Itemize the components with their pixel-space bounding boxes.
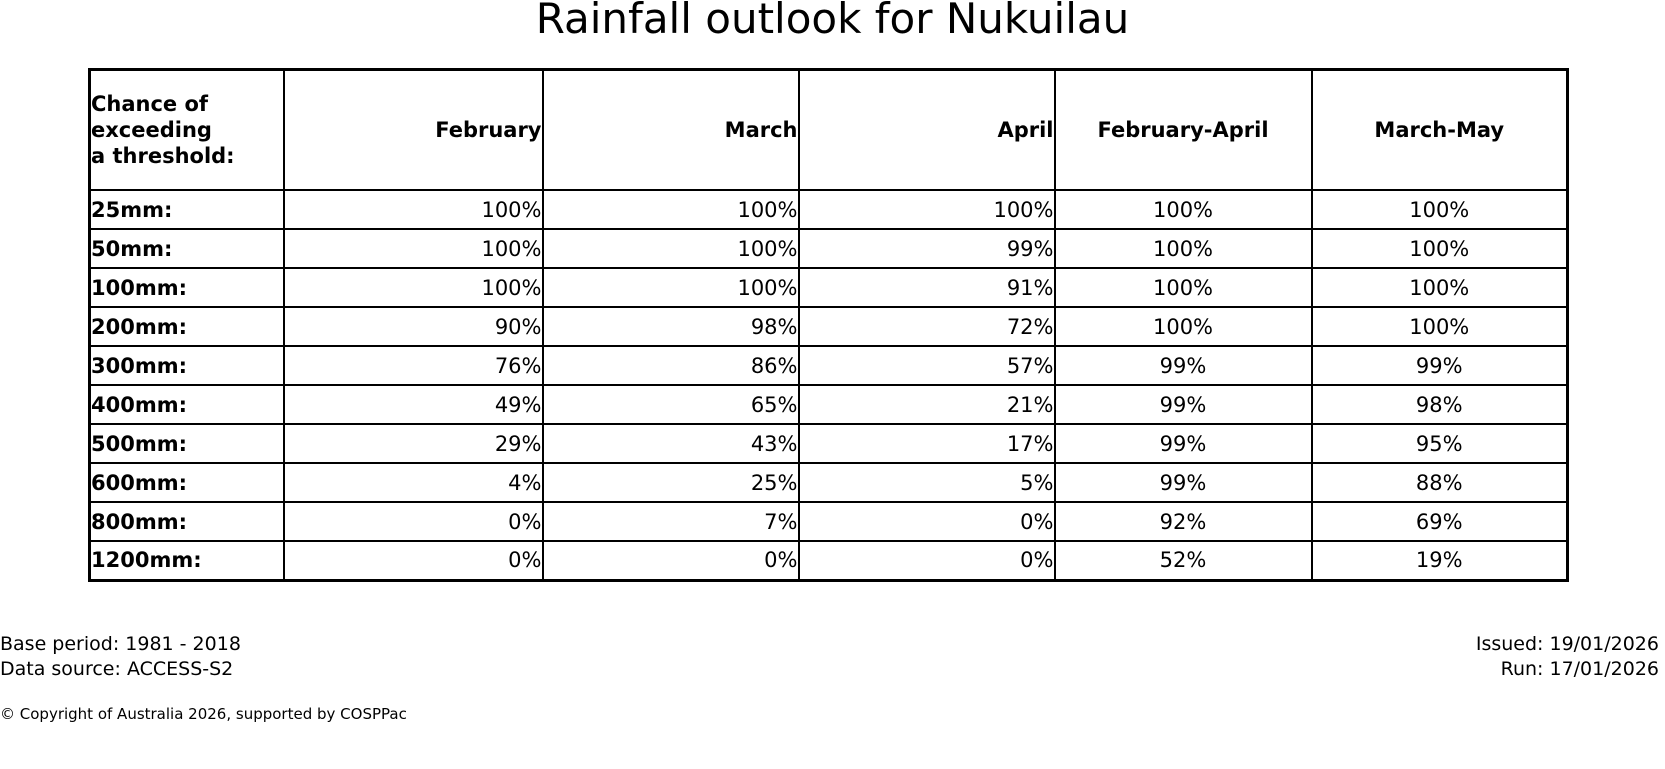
column-header-april: April: [799, 70, 1055, 191]
table-row: [90, 229, 1568, 268]
cell-value: 43%: [543, 424, 799, 463]
data-source-text: Data source: ACCESS-S2: [0, 658, 234, 680]
corner-header-line-3: a threshold:: [91, 144, 235, 168]
cell-value: 0%: [799, 541, 1055, 580]
row-label: 100mm:: [90, 268, 284, 307]
cell-value: 99%: [1055, 385, 1312, 424]
cell-value: 29%: [284, 424, 543, 463]
column-header-threshold: [90, 70, 284, 191]
cell-value: 99%: [799, 229, 1055, 268]
cell-value: 19%: [1312, 541, 1568, 580]
outlook-table-container: [88, 68, 1566, 582]
table-row: [90, 541, 1568, 580]
cell-value: 100%: [1312, 190, 1568, 229]
cell-value: 98%: [1312, 385, 1568, 424]
base-period-text: Base period: 1981 - 2018: [0, 633, 241, 655]
cell-value: 100%: [799, 190, 1055, 229]
cell-value: 100%: [543, 229, 799, 268]
page-title: Rainfall outlook for Nukuilau: [535, 0, 1130, 43]
rainfall-outlook-table: [88, 68, 1569, 582]
table-body: [90, 190, 1568, 580]
cell-value: 99%: [1055, 463, 1312, 502]
cell-value: 92%: [1055, 502, 1312, 541]
table-row: [90, 385, 1568, 424]
row-label: 25mm:: [90, 190, 284, 229]
cell-value: 100%: [1312, 307, 1568, 346]
cell-value: 100%: [1055, 307, 1312, 346]
issued-date-text: Issued: 19/01/2026: [1475, 633, 1659, 655]
footer-right: [1476, 632, 1659, 682]
cell-value: 100%: [1055, 268, 1312, 307]
cell-value: 0%: [284, 502, 543, 541]
cell-value: 76%: [284, 346, 543, 385]
row-label: 500mm:: [90, 424, 284, 463]
cell-value: 100%: [1312, 229, 1568, 268]
cell-value: 0%: [543, 541, 799, 580]
table-row: [90, 463, 1568, 502]
cell-value: 98%: [543, 307, 799, 346]
row-label: 300mm:: [90, 346, 284, 385]
copyright-text: © Copyright of Australia 2026, supported by COSPPac: [0, 705, 407, 723]
cell-value: 21%: [799, 385, 1055, 424]
column-header-march-may: March-May: [1312, 70, 1568, 191]
table-row: [90, 307, 1568, 346]
cell-value: 0%: [799, 502, 1055, 541]
cell-value: 100%: [1312, 268, 1568, 307]
cell-value: 100%: [284, 268, 543, 307]
cell-value: 100%: [284, 190, 543, 229]
cell-value: 86%: [543, 346, 799, 385]
cell-value: 25%: [543, 463, 799, 502]
cell-value: 52%: [1055, 541, 1312, 580]
cell-value: 99%: [1055, 346, 1312, 385]
cell-value: 65%: [543, 385, 799, 424]
column-header-february-april: February-April: [1055, 70, 1312, 191]
cell-value: 100%: [1055, 229, 1312, 268]
cell-value: 100%: [543, 190, 799, 229]
table-header: [90, 70, 1568, 191]
column-header-february: February: [284, 70, 543, 191]
cell-value: 4%: [284, 463, 543, 502]
row-label: 600mm:: [90, 463, 284, 502]
cell-value: 91%: [799, 268, 1055, 307]
table-row: [90, 190, 1568, 229]
corner-header-line-1: Chance of: [91, 92, 209, 116]
cell-value: 100%: [284, 229, 543, 268]
table-header-row: [90, 70, 1568, 191]
table-row: [90, 346, 1568, 385]
column-header-march: March: [543, 70, 799, 191]
table-row: [90, 424, 1568, 463]
corner-header-line-2: exceeding: [91, 118, 212, 142]
cell-value: 0%: [284, 541, 543, 580]
table-row: [90, 268, 1568, 307]
cell-value: 57%: [799, 346, 1055, 385]
run-date-text: Run: 17/01/2026: [1500, 658, 1659, 680]
cell-value: 72%: [799, 307, 1055, 346]
cell-value: 100%: [1055, 190, 1312, 229]
cell-value: 99%: [1312, 346, 1568, 385]
footer-left: [0, 632, 241, 682]
cell-value: 95%: [1312, 424, 1568, 463]
cell-value: 69%: [1312, 502, 1568, 541]
row-label: 800mm:: [90, 502, 284, 541]
table-row: [90, 502, 1568, 541]
cell-value: 88%: [1312, 463, 1568, 502]
cell-value: 100%: [543, 268, 799, 307]
cell-value: 17%: [799, 424, 1055, 463]
row-label: 400mm:: [90, 385, 284, 424]
row-label: 50mm:: [90, 229, 284, 268]
cell-value: 7%: [543, 502, 799, 541]
cell-value: 49%: [284, 385, 543, 424]
row-label: 200mm:: [90, 307, 284, 346]
cell-value: 90%: [284, 307, 543, 346]
cell-value: 99%: [1055, 424, 1312, 463]
row-label: 1200mm:: [90, 541, 284, 580]
cell-value: 5%: [799, 463, 1055, 502]
